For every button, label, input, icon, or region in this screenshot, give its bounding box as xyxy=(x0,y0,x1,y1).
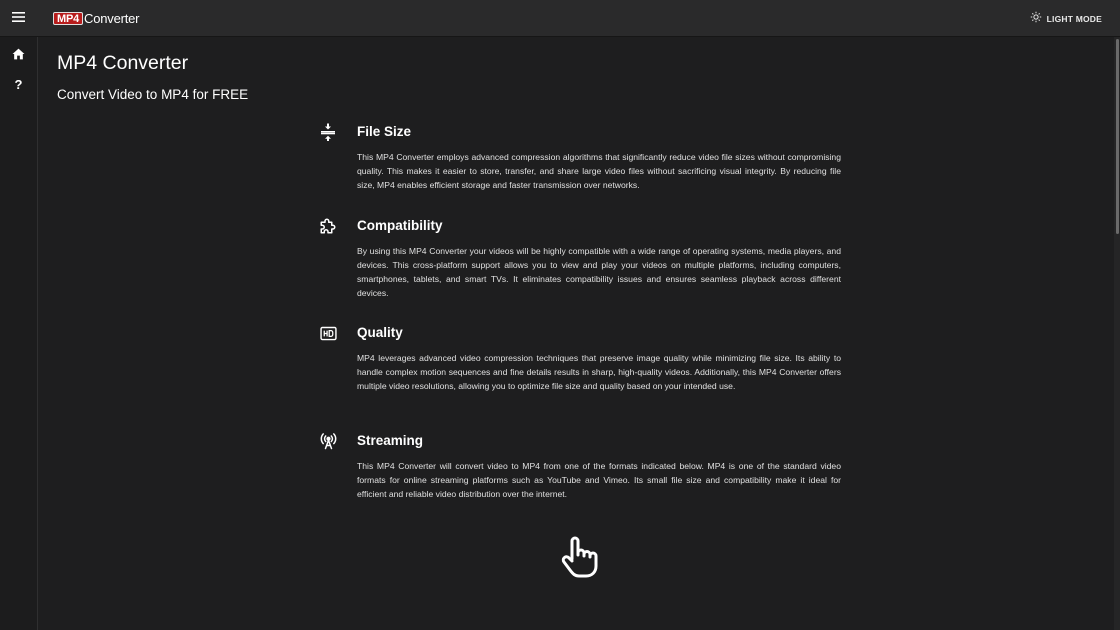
feature-description: This MP4 Converter will convert video to MP4 from one of the formats indicated below. MP4 is one of the standard video formats for online streaming platforms such as YouTube and Vimeo. Its small file size and compatibility make it ideal for efficient and reliable video distribution over the internet. xyxy=(357,461,841,499)
feature-compatibility xyxy=(318,216,842,306)
feature-description: MP4 leverages advanced video compression techniques that preserve image quality while minimizing file size. Its ability to handle complex motion sequences and fine details results in sharp, high-quality videos. Additionally, this MP4 Converter offers multiple video resolutions, allowing you to optimize file size and quality based on your intended use. xyxy=(357,353,841,391)
home-icon xyxy=(12,47,25,65)
feature-title: File Size xyxy=(357,124,412,139)
feature-title: Quality xyxy=(357,325,403,340)
logo-badge: MP4 xyxy=(53,12,83,25)
page-subtitle: Convert Video to MP4 for FREE xyxy=(57,87,249,102)
light-mode-toggle[interactable] xyxy=(1030,0,1102,37)
feature-quality xyxy=(318,323,842,413)
feature-description: This MP4 Converter employs advanced compression algorithms that significantly reduce video file sizes without compromising quality. This makes it easier to store, transfer, and share large video files without sacrificing visual integrity. By reducing file size, MP4 enables efficient storage and faster transmission over networks. xyxy=(357,152,841,190)
feature-title: Streaming xyxy=(357,433,424,448)
sidebar-item-home[interactable] xyxy=(0,42,37,70)
menu-button[interactable] xyxy=(0,0,37,37)
hd-icon xyxy=(318,323,338,343)
page-scrollbar[interactable] xyxy=(1114,37,1120,630)
light-mode-label: LIGHT MODE xyxy=(1046,13,1102,24)
compress-icon xyxy=(318,122,338,142)
feature-file-size xyxy=(318,122,842,202)
sun-icon xyxy=(1030,10,1042,28)
feature-title: Compatibility xyxy=(357,218,443,233)
puzzle-icon xyxy=(318,216,338,236)
sidebar-item-help[interactable] xyxy=(0,70,37,98)
feature-streaming xyxy=(318,431,842,511)
sidebar xyxy=(0,37,38,630)
site-logo[interactable] xyxy=(53,11,139,25)
top-app-bar xyxy=(0,0,1120,37)
pointing-hand-icon[interactable] xyxy=(559,535,601,579)
feature-description: By using this MP4 Converter your videos will be highly compatible with a wide range of operating systems, media players, and devices. This cross-platform support allows you to view and play your videos on multiple platforms, including computers, smartphones, tablets, and smart TVs. It eliminates compatibility issues and ensures seamless playback across different devices. xyxy=(357,246,841,298)
page-title: MP4 Converter xyxy=(57,52,189,74)
logo-text: Converter xyxy=(84,10,140,26)
scrollbar-thumb[interactable] xyxy=(1116,39,1119,234)
help-icon: ? xyxy=(14,76,23,92)
hamburger-menu-icon xyxy=(12,9,25,27)
streaming-antenna-icon xyxy=(318,431,338,451)
